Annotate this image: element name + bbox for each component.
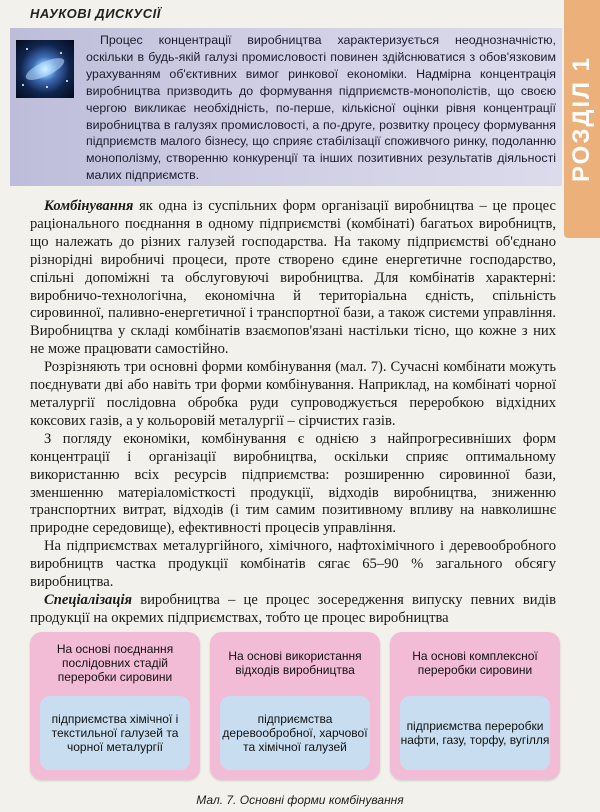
paragraph-share: На підприємствах металургійного, хімічного, нафтохімічного і деревообробного виробництв частка продукції комбінатів сягає 65–90 % загального обсягу виробництва. [30,538,556,591]
paragraph-forms: Розрізняють три основні форми комбінування (мал. 7). Сучасні комбінати можуть поєднувати дві або навіть три форми комбінування. Наприклад, на комбінаті чорної металургії послідовна обробка руди супроводжується переробкою відхідних коксових газів, а у кольоровій металургії – сірчистих газів. [30,359,556,429]
group-header: На основі комплексної переробки сировини [412,649,538,677]
galaxy-image [16,40,74,98]
diagram-group-complex [390,632,560,780]
chapter-tab [564,0,600,238]
diagram-group-sequential [30,632,200,780]
chapter-tab-label: РОЗДІЛ 1 [568,55,595,183]
group-examples: підприємства переробки нафти, газу, торфу, вугілля [400,696,550,770]
group-examples: підприємства деревообробної, харчової та хімічної галузей [220,696,370,770]
paragraph-combination-text: як одна із суспільних форм організації виробництва – це процес раціонального поєднання в одному підприємстві (комбінаті) багатьох виробництв, що належать до різних галузей господарства. На такому підприємстві об'єднано різнорідні виробничі процеси, проте створено єдине енергетичне господарство, спільні допоміжні та обслуговуючі виробництва. Для комбінатів характерні: виробничо-технологічна, економічна й територіальна єдність, спільність сировинної, паливно-енергетичної і транспортної бази, а також системи управління. Виробництва у складі комбінатів взаємопов'язані настільки тісно, що кожне з них не може працювати самостійно. [30,198,556,358]
group-examples: підприємства хімічної і текстильної галузей та чорної металургії [40,696,190,770]
discussion-box [10,28,562,186]
paragraph-economics: З погляду економіки, комбінування є однією з найпрогресивніших форм концентрації і організації виробництва, оскільки сприяє оптимальному використанню всіх ресурсів підприємства: розширенню сировинної бази, зменшенню матеріаломісткості продукції, відходів виробництва, зниженню транспортних витрат, відходів (і тим самим позитивному впливу на навколишнє природне середовище), ефективності процесів управління. [30,430,556,537]
diagram-group-waste [210,632,380,780]
paragraph-specialization [30,592,556,628]
figure-caption: Мал. 7. Основні форми комбінування [196,793,404,807]
discussion-heading: НАУКОВІ ДИСКУСІЇ [30,6,161,21]
group-header: На основі поєднання послідовних стадій переробки сировини [56,642,174,684]
group-header: На основі використання відходів виробництва [228,649,362,677]
term-combination: Комбінування [44,198,134,214]
discussion-text: Процес концентрації виробництва характеризується неоднозначністю, оскільки в будь-якій галузі промисловості повинен здійснюватися з обов'язковим урахуванням об'єктивних вимог ринкової економіки. Надмірна концентрація виробництва призводить до формування підприємств-монополістів, що своєю чергою викликає необхідність, по-перше, кількісної оцінки рівня концентрації виробництва в галузях промисловості, а по-друге, розвитку процесу формування підприємств малого бізнесу, що сприяє стабілізації споживчого ринку, подоланню монополізму, створенню конкуренції та інших позитивних результатів діяльності малих підприємств. [86,33,556,183]
term-specialization: Спеціалізація [44,591,133,608]
main-text [30,198,556,628]
paragraph-combination [30,198,556,359]
paragraph-specialization-text: виробництва – це процес зосередження випуску певних видів продукції на окремих підприємствах, тобто це процес виробництва [30,591,556,626]
